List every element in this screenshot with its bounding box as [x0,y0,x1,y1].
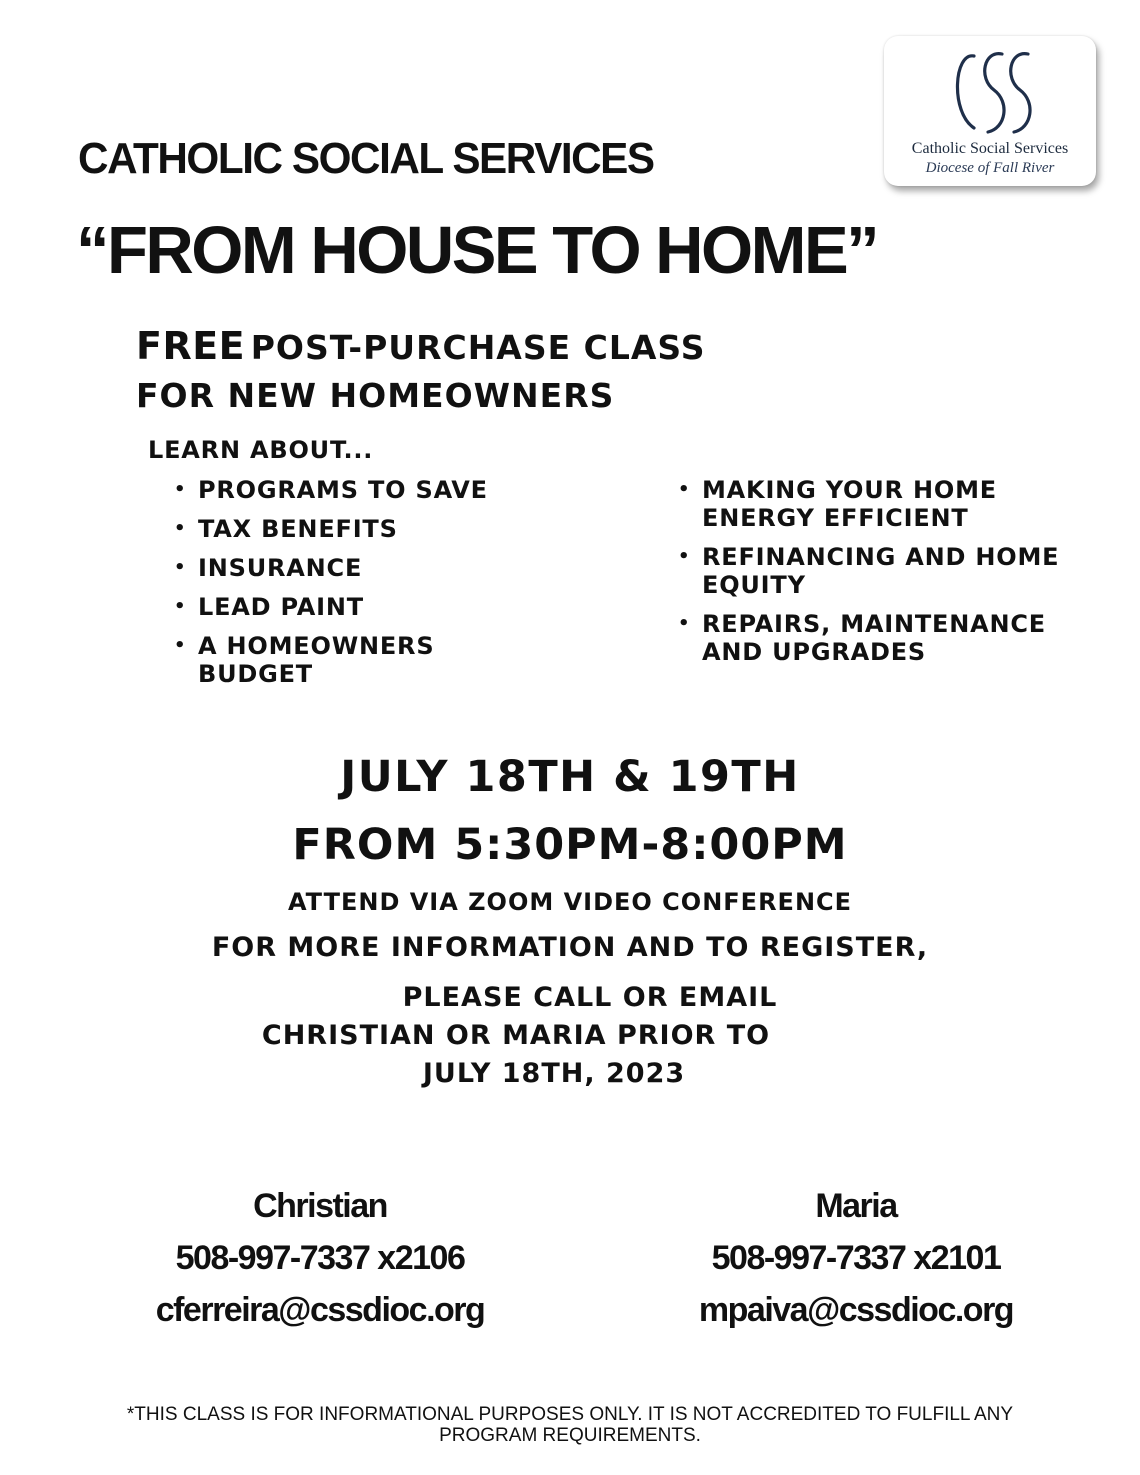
contact-phone[interactable]: 508-997-7337 x2101 [711,1239,1001,1277]
list-item: • A HOMEOWNERS BUDGET [174,632,494,688]
class-dates: JULY 18TH & 19TH [340,752,800,802]
list-item: • MAKING YOUR HOME ENERGY EFFICIENT [678,476,1078,532]
css-logo [884,36,1096,186]
class-description-line1 [136,324,706,368]
disclaimer [40,1404,1100,1446]
contact-maria [656,1180,1056,1336]
topics-list-left [174,476,494,699]
class-type: POST-PURCHASE CLASS [250,328,706,367]
css-monogram-icon [944,42,1040,142]
logo-diocese: Diocese of Fall River [925,160,1055,176]
logo-org-name: Catholic Social Services [911,140,1069,157]
topics-list-right [678,476,1078,677]
call-line-2: CHRISTIAN OR MARIA PRIOR TO [261,1020,771,1051]
class-time: FROM 5:30PM-8:00PM [292,820,848,870]
list-item: • TAX BENEFITS [174,515,494,543]
list-item: • REPAIRS, MAINTENANCE AND UPGRADES [678,610,1078,666]
call-line-1: PLEASE CALL OR EMAIL [402,982,778,1013]
contact-name: Maria [815,1187,897,1225]
attend-method: ATTEND VIA ZOOM VIDEO CONFERENCE [287,888,853,916]
contact-email[interactable]: cferreira@cssdioc.org [155,1291,485,1329]
learn-about-heading: LEARN ABOUT... [148,436,374,464]
flyer-title: “FROM HOUSE TO HOME” [76,213,878,288]
more-info-line: FOR MORE INFORMATION AND TO REGISTER, [211,932,929,963]
contact-christian [120,1180,520,1336]
disclaimer-line-1: *THIS CLASS IS FOR INFORMATIONAL PURPOSES ONLY. IT IS NOT ACCREDITED TO FULFILL ANY [126,1404,1014,1425]
contact-email[interactable]: mpaiva@cssdioc.org [698,1291,1014,1329]
list-item: • LEAD PAINT [174,593,494,621]
contact-name: Christian [253,1187,387,1225]
list-item: • INSURANCE [174,554,494,582]
org-heading: CATHOLIC SOCIAL SERVICES [78,134,654,183]
contact-phone[interactable]: 508-997-7337 x2106 [175,1239,465,1277]
disclaimer-line-2: PROGRAM REQUIREMENTS. [439,1425,701,1446]
list-item: • PROGRAMS TO SAVE [174,476,494,504]
list-item: • REFINANCING AND HOME EQUITY [678,543,1078,599]
free-label: FREE [136,324,246,368]
class-audience: FOR NEW HOMEOWNERS [136,376,615,415]
registration-deadline: JULY 18TH, 2023 [422,1058,686,1089]
